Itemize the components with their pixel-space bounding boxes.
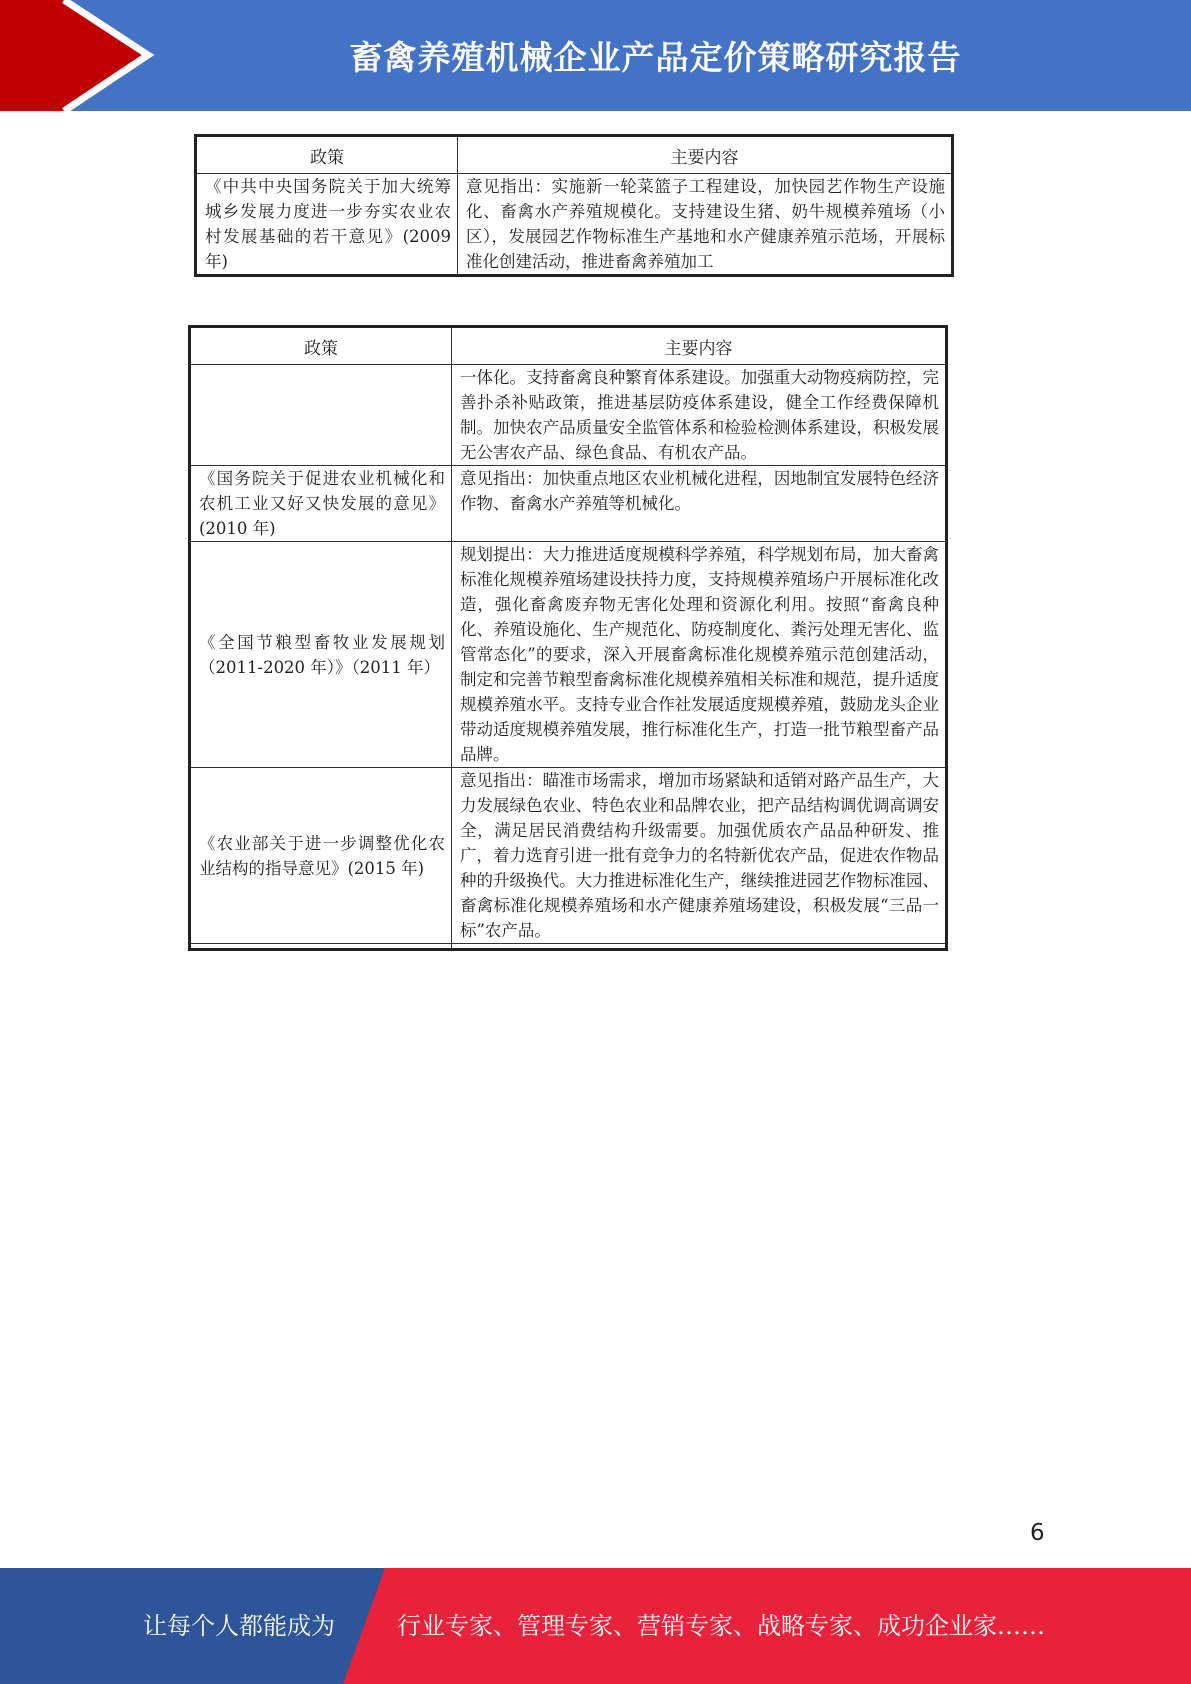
column-header-policy: 政策 [190,327,452,365]
table-row [190,466,947,542]
content-cell: 意见指出：加快重点地区农业机械化进程，因地制宜发展特色经济作物、畜禽水产养殖等机械化。 [452,466,947,542]
policy-cell: 《中共中央国务院关于加大统筹城乡发展力度进一步夯实农业农村发展基础的若干意见》(2009 年) [196,174,458,276]
column-header-content: 主要内容 [452,327,947,365]
footer-banner [0,1568,1191,1684]
policy-cell: 《农业部关于进一步调整优化农业结构的指导意见》(2015 年) [190,768,452,944]
policy-cell [190,365,452,466]
column-header-content: 主要内容 [458,136,953,174]
column-header-policy: 政策 [196,136,458,174]
content-cell: 规划提出：大力推进适度规模科学养殖，科学规划布局，加大畜禽标准化规模养殖场建设扶持力度，支持规模养殖场户开展标准化改造，强化畜禽废弃物无害化处理和资源化利用。按照“畜禽良种化、养殖设施化、生产规范化、防疫制度化、粪污处理无害化、监管常态化”的要求，深入开展畜禽标准化规模养殖示范创建活动，制定和完善节粮型畜禽标准化规模养殖相关标准和规范，提升适度规模养殖水平。支持专业合作社发展适度规模养殖，鼓励龙头企业带动适度规模养殖发展，推行标准化生产，打造一批节粮型畜产品品牌。 [452,542,947,768]
table-row [190,365,947,466]
policy-table-1 [194,134,954,277]
table-header-row [196,136,953,174]
table-row [190,542,947,768]
table-row-cut [190,944,947,950]
footer-slogan-left: 让每个人都能成为 [143,1612,335,1640]
empty-cell [190,944,452,950]
policy-cell: 《国务院关于促进农业机械化和农机工业又好又快发展的意见》(2010 年) [190,466,452,542]
table-row [190,768,947,944]
content-cell: 一体化。支持畜禽良种繁育体系建设。加强重大动物疫病防控，完善扑杀补贴政策，推进基层防疫体系建设，健全工作经费保障机制。加快农产品质量安全监管体系和检验检测体系建设，积极发展无公害农产品、绿色食品、有机农产品。 [452,365,947,466]
footer-slogan-right: 行业专家、管理专家、营销专家、战略专家、成功企业家…… [397,1612,1045,1640]
policy-table-2 [188,325,948,951]
policy-cell: 《全国节粮型畜牧业发展规划（2011-2020 年）》（2011 年） [190,542,452,768]
content-cell: 意见指出：瞄准市场需求，增加市场紧缺和适销对路产品生产，大力发展绿色农业、特色农业和品牌农业，把产品结构调优调高调安全，满足居民消费结构升级需要。加强优质农产品品种研发、推广，着力选育引进一批有竞争力的名特新优农产品，促进农作物品种的升级换代。大力推进标准化生产，继续推进园艺作物标准园、畜禽标准化规模养殖场和水产健康养殖场建设，积极发展“三品一标”农产品。 [452,768,947,944]
chevron-icon [0,0,160,111]
content-cell: 意见指出：实施新一轮菜篮子工程建设，加快园艺作物生产设施化、畜禽水产养殖规模化。支持建设生猪、奶牛规模养殖场（小区），发展园艺作物标准生产基地和水产健康养殖示范场，开展标准化创建活动，推进畜禽养殖加工 [458,174,953,276]
table-row [196,174,953,276]
empty-cell [452,944,947,950]
header-banner [0,0,1191,111]
page-number: 6 [1030,1520,1045,1546]
table-header-row [190,327,947,365]
page-title: 畜禽养殖机械企业产品定价策略研究报告 [349,38,962,77]
